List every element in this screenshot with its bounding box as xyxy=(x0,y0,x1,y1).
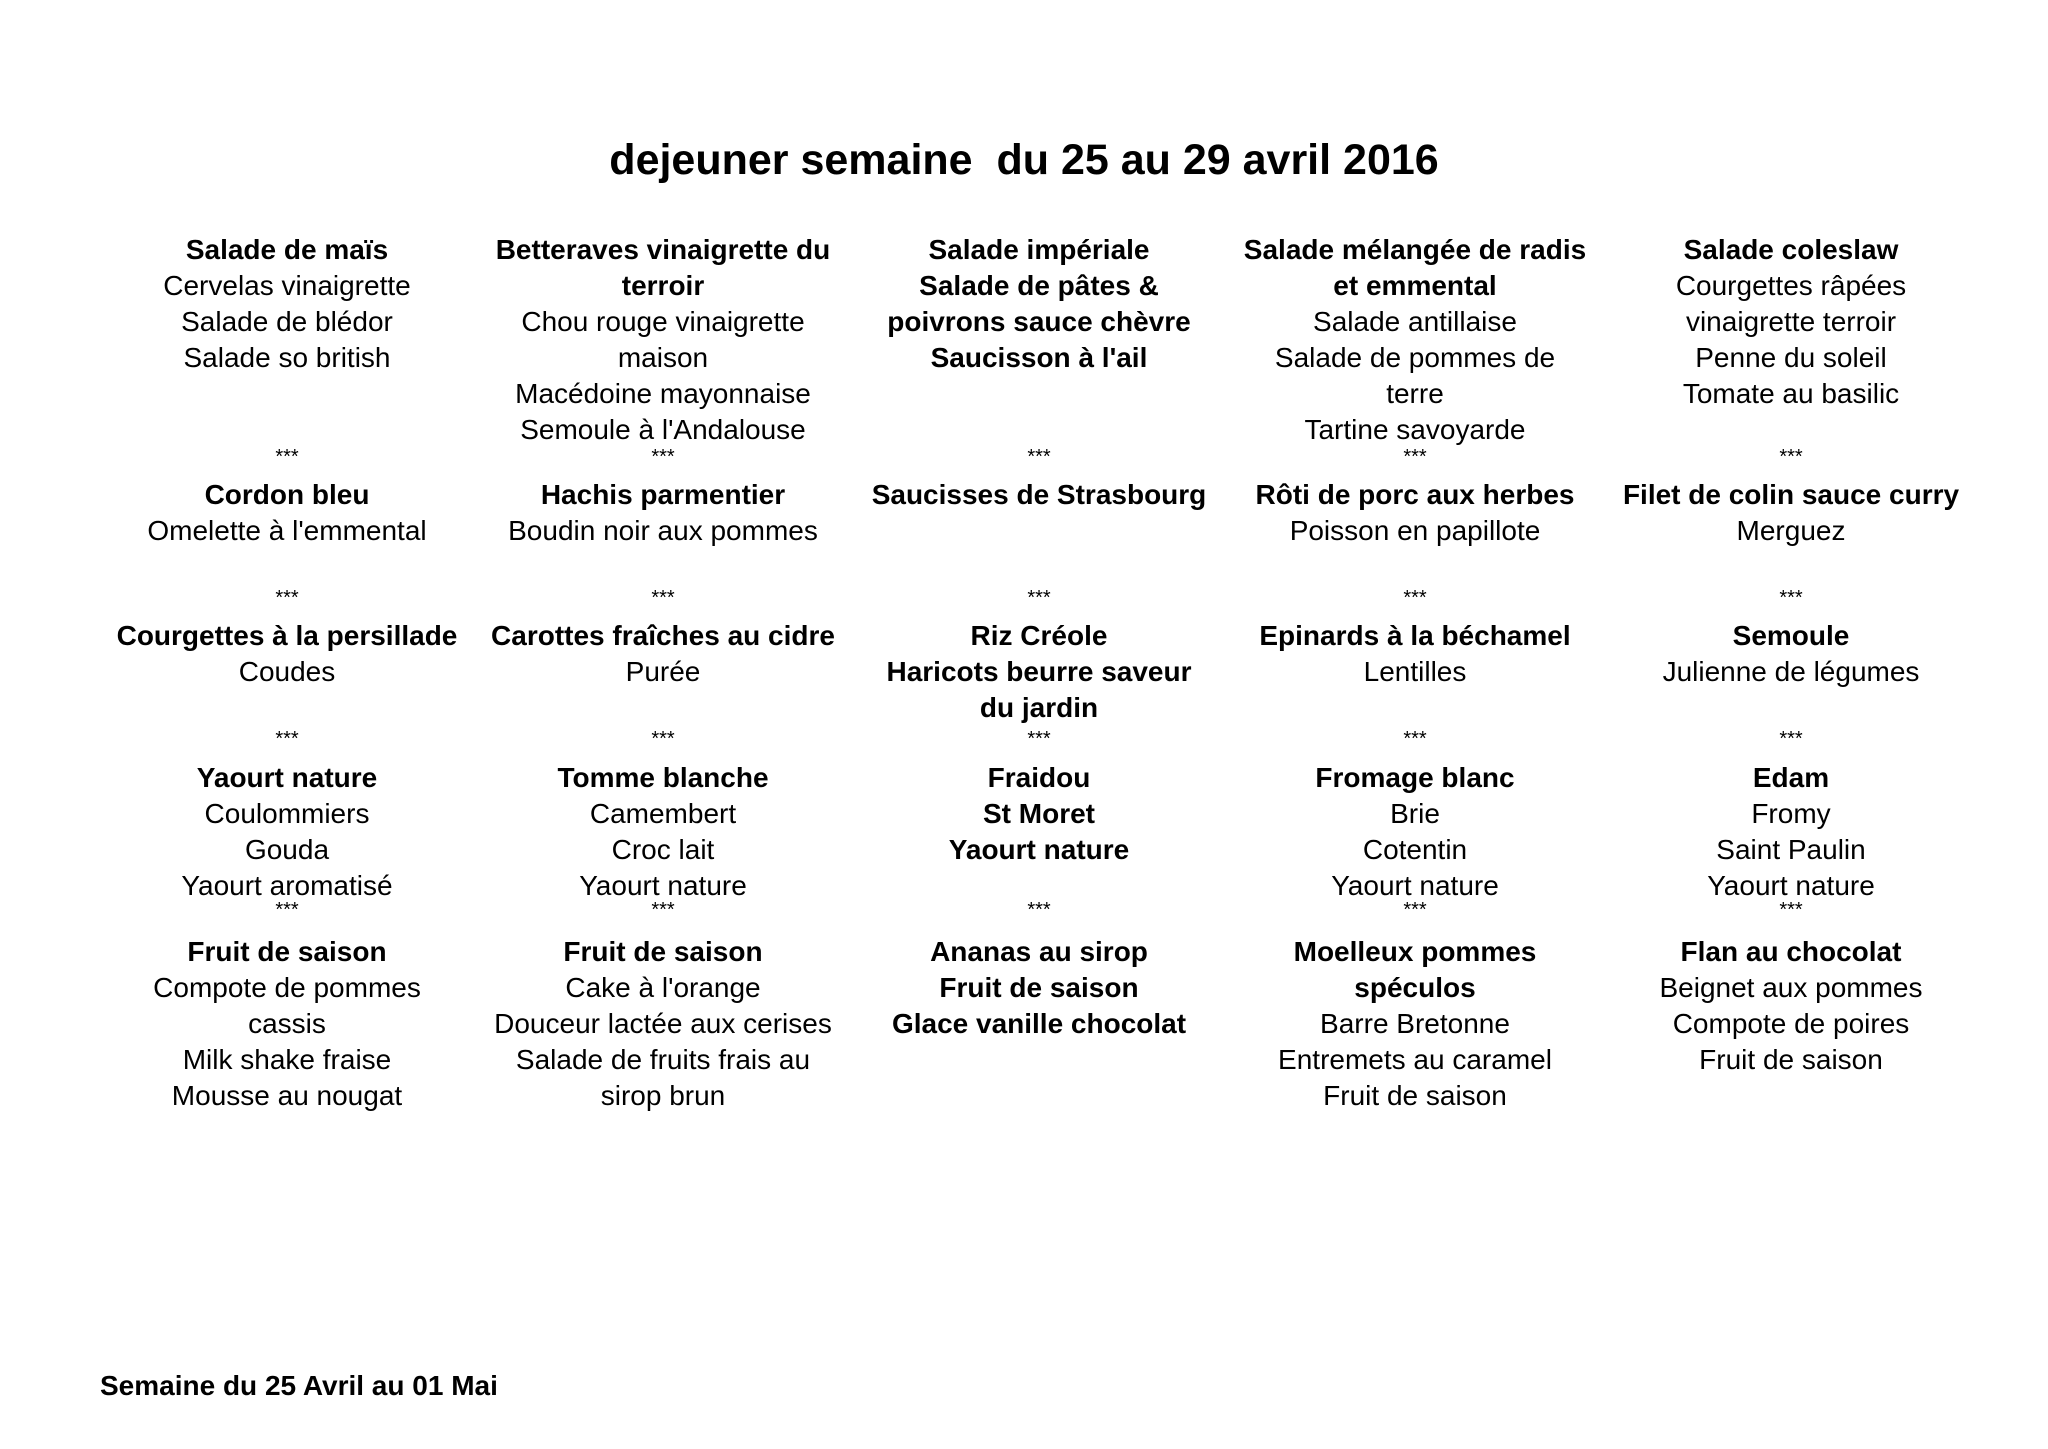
menu-section-starters xyxy=(849,232,1229,438)
course-separator: *** xyxy=(275,728,299,750)
menu-section-desserts xyxy=(473,934,853,1114)
course-separator: *** xyxy=(275,587,299,609)
course-separator: *** xyxy=(1779,728,1803,750)
menu-item: maison xyxy=(617,342,709,373)
menu-section-mains xyxy=(473,477,853,549)
course-separator: *** xyxy=(1403,446,1427,468)
menu-title: dejeuner semaine du 25 au 29 avril 2016 xyxy=(609,136,1439,184)
menu-item: Mousse au nougat xyxy=(171,1080,403,1111)
menu-section-sides xyxy=(97,618,477,728)
menu-item: Semoule xyxy=(1732,620,1850,651)
menu-item: terre xyxy=(1386,378,1444,409)
menu-item: Yaourt nature xyxy=(948,834,1130,865)
menu-section-mains xyxy=(97,477,477,549)
menu-item: Riz Créole xyxy=(970,620,1108,651)
menu-item: Tartine savoyarde xyxy=(1304,414,1526,445)
menu-item: Moelleux pommes xyxy=(1293,936,1537,967)
menu-item: Compote de pommes xyxy=(153,972,421,1003)
menu-item: Betteraves vinaigrette du xyxy=(495,234,831,265)
menu-item: Saucisses de Strasbourg xyxy=(871,479,1207,510)
menu-item: Camembert xyxy=(589,798,737,829)
course-separator: *** xyxy=(651,899,675,921)
menu-item: Cotentin xyxy=(1362,834,1468,865)
menu-item: du jardin xyxy=(979,692,1099,723)
menu-item: Saucisson à l'ail xyxy=(930,342,1148,373)
menu-item: Hachis parmentier xyxy=(540,479,786,510)
menu-section-desserts xyxy=(849,934,1229,1114)
menu-section-sides xyxy=(849,618,1229,728)
menu-item: Haricots beurre saveur xyxy=(886,656,1192,687)
menu-section-dairy xyxy=(1601,760,1981,901)
menu-item: Cordon bleu xyxy=(204,479,370,510)
course-separator: *** xyxy=(1403,728,1427,750)
menu-item: Glace vanille chocolat xyxy=(891,1008,1187,1039)
course-separator: *** xyxy=(1403,899,1427,921)
menu-item: Salade impériale xyxy=(928,234,1150,265)
menu-item: Croc lait xyxy=(611,834,715,865)
menu-item: Filet de colin sauce curry xyxy=(1622,479,1960,510)
menu-item: Milk shake fraise xyxy=(182,1044,392,1075)
course-separator: *** xyxy=(651,446,675,468)
course-separator: *** xyxy=(1779,446,1803,468)
menu-item: Rôti de porc aux herbes xyxy=(1255,479,1575,510)
menu-section-sides xyxy=(1601,618,1981,728)
menu-item: Barre Bretonne xyxy=(1320,1008,1510,1039)
menu-section-mains xyxy=(849,477,1229,549)
menu-item: Salade antillaise xyxy=(1313,306,1517,337)
course-separator: *** xyxy=(1027,587,1051,609)
menu-item: Yaourt nature xyxy=(1331,870,1499,901)
menu-item: Fromage blanc xyxy=(1315,762,1515,793)
menu-item: terroir xyxy=(621,270,705,301)
course-separator: *** xyxy=(1779,587,1803,609)
menu-item: Cake à l'orange xyxy=(565,972,761,1003)
menu-item: Fraidou xyxy=(987,762,1091,793)
menu-section-mains xyxy=(1601,477,1981,549)
menu-item: Salade de maïs xyxy=(185,234,389,265)
menu-item: Lentilles xyxy=(1363,656,1467,687)
menu-section-desserts xyxy=(97,934,477,1114)
course-separator: *** xyxy=(275,446,299,468)
menu-section-starters xyxy=(97,232,477,438)
menu-item: Tomme blanche xyxy=(557,762,769,793)
menu-item: Douceur lactée aux cerises xyxy=(494,1008,832,1039)
menu-item: spéculos xyxy=(1354,972,1476,1003)
menu-item: Fruit de saison xyxy=(1323,1080,1507,1111)
menu-section-starters xyxy=(1225,232,1605,445)
menu-item: Brie xyxy=(1390,798,1440,829)
menu-item: Saint Paulin xyxy=(1716,834,1866,865)
menu-item: Beignet aux pommes xyxy=(1659,972,1923,1003)
menu-section-desserts xyxy=(1601,934,1981,1114)
menu-item: Salade de blédor xyxy=(181,306,393,337)
menu-item: Semoule à l'Andalouse xyxy=(520,414,806,445)
menu-item: Salade de pommes de xyxy=(1274,342,1556,373)
course-separator: *** xyxy=(651,587,675,609)
menu-item: et emmental xyxy=(1333,270,1497,301)
week-footer: Semaine du 25 Avril au 01 Mai xyxy=(100,1370,498,1401)
menu-item: Tomate au basilic xyxy=(1682,378,1900,409)
menu-item: Fruit de saison xyxy=(563,936,763,967)
menu-item: Poisson en papillote xyxy=(1289,515,1541,546)
menu-section-dairy xyxy=(473,760,853,901)
menu-item: poivrons sauce chèvre xyxy=(887,306,1191,337)
menu-section-starters xyxy=(1601,232,1981,438)
menu-section-starters xyxy=(473,232,853,445)
menu-item: Salade coleslaw xyxy=(1683,234,1899,265)
menu-item: Penne du soleil xyxy=(1695,342,1887,373)
menu-item: Purée xyxy=(625,656,701,687)
menu-item: vinaigrette terroir xyxy=(1685,306,1897,337)
menu-item: Edam xyxy=(1752,762,1830,793)
menu-item: Yaourt nature xyxy=(579,870,747,901)
menu-item: Salade de pâtes & xyxy=(919,270,1159,301)
menu-item: Salade de fruits frais au xyxy=(515,1044,811,1075)
menu-item: Fruit de saison xyxy=(939,972,1139,1003)
course-separator: *** xyxy=(1403,587,1427,609)
menu-section-dairy xyxy=(849,760,1229,865)
menu-item: Fruit de saison xyxy=(187,936,387,967)
menu-item: Yaourt nature xyxy=(196,762,378,793)
menu-item: Carottes fraîches au cidre xyxy=(491,620,835,651)
menu-item: Salade so british xyxy=(183,342,391,373)
menu-item: Flan au chocolat xyxy=(1680,936,1902,967)
menu-section-desserts xyxy=(1225,934,1605,1114)
menu-item: St Moret xyxy=(983,798,1095,829)
menu-item: Courgettes râpées xyxy=(1675,270,1907,301)
menu-item: Salade mélangée de radis xyxy=(1243,234,1587,265)
menu-item: Chou rouge vinaigrette xyxy=(521,306,805,337)
menu-item: Ananas au sirop xyxy=(930,936,1148,967)
menu-item: Compote de poires xyxy=(1672,1008,1910,1039)
course-separator: *** xyxy=(1027,446,1051,468)
menu-section-sides xyxy=(473,618,853,728)
menu-item: Merguez xyxy=(1736,515,1846,546)
menu-item: Fruit de saison xyxy=(1699,1044,1883,1075)
menu-item: Cervelas vinaigrette xyxy=(163,270,411,301)
menu-item: Gouda xyxy=(244,834,330,865)
course-separator: *** xyxy=(1779,899,1803,921)
menu-section-dairy xyxy=(97,760,477,901)
course-separator: *** xyxy=(275,899,299,921)
menu-item: Coudes xyxy=(238,656,336,687)
menu-item: Entremets au caramel xyxy=(1278,1044,1552,1075)
menu-item: Boudin noir aux pommes xyxy=(508,515,818,546)
menu-item: Yaourt aromatisé xyxy=(181,870,393,901)
menu-section-mains xyxy=(1225,477,1605,549)
course-separator: *** xyxy=(1027,728,1051,750)
menu-item: Macédoine mayonnaise xyxy=(515,378,811,409)
menu-item: Coulommiers xyxy=(204,798,370,829)
menu-section-sides xyxy=(1225,618,1605,728)
menu-item: Fromy xyxy=(1751,798,1831,829)
menu-item: Courgettes à la persillade xyxy=(116,620,458,651)
menu-item: Julienne de légumes xyxy=(1662,656,1920,687)
menu-item: Yaourt nature xyxy=(1707,870,1875,901)
menu-section-dairy xyxy=(1225,760,1605,901)
menu-item: cassis xyxy=(248,1008,326,1039)
course-separator: *** xyxy=(651,728,675,750)
menu-item: sirop brun xyxy=(600,1080,726,1111)
course-separator: *** xyxy=(1027,899,1051,921)
menu-item: Epinards à la béchamel xyxy=(1259,620,1571,651)
menu-item: Omelette à l'emmental xyxy=(147,515,427,546)
